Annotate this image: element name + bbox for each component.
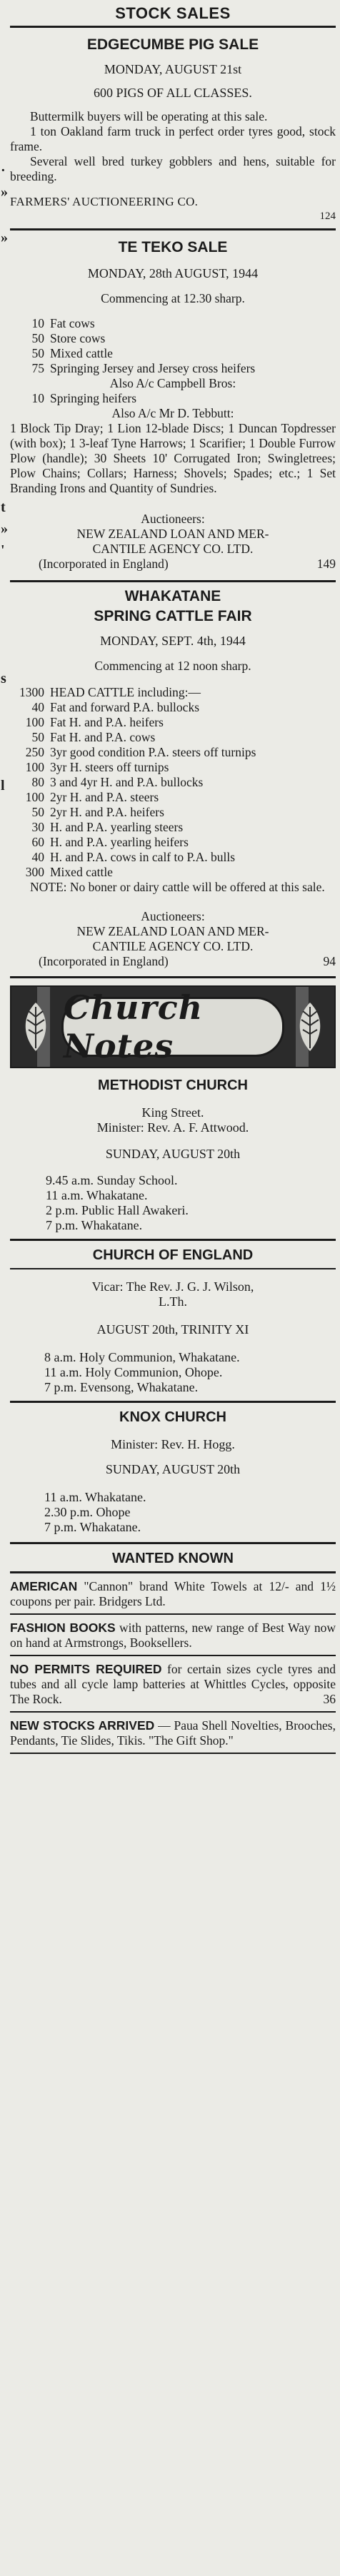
divider: [10, 1268, 336, 1269]
stock-item-row: [10, 730, 336, 745]
te-teko-item-list-2: [10, 391, 336, 406]
margin-fragment: ·: [1, 163, 6, 178]
edgecumbe-para-2: 1 ton Oakland farm truck in perfect order tyres good, stock frame.: [10, 124, 336, 153]
stock-item-qty: 10: [31, 391, 44, 405]
stock-item-desc: Mixed cattle: [50, 865, 113, 879]
te-teko-sundries: 1 Block Tip Dray; 1 Lion 12-blade Discs; 1 Duncan Topdresser (with box); 1 3-leaf Tyne Harrows; 1 Scarifier; 1 Double Furrow Plow (handle); 30 Sheets 10' Corrugated Iron; Swingletrees; Plow Chains; Collars; Harness; Shovels; Spades; etc.; 1 Set Branding Irons and Quantity of Sundries.: [10, 421, 336, 495]
wanted-ad-ref: 36: [323, 1692, 336, 1706]
foliage-right-icon: [293, 1001, 327, 1053]
divider: [10, 1711, 336, 1713]
edgecumbe-ref: 124: [319, 211, 336, 222]
whakatane-auct-line-2: CANTILE AGENCY CO. LTD.: [92, 939, 254, 953]
stock-item-desc: H. and P.A. yearling heifers: [50, 835, 189, 849]
stock-item-qty: 250: [25, 745, 44, 759]
whakatane-auct-label: Auctioneers:: [141, 909, 205, 923]
wanted-ad-body: with patterns, new range of Best Way now on hand at Armstrongs, Booksellers.: [10, 1621, 336, 1650]
divider: [10, 1753, 336, 1754]
methodist-title: METHODIST CHURCH: [98, 1077, 248, 1093]
divider: [10, 1542, 336, 1544]
divider: [10, 976, 336, 978]
stock-item-row: [10, 715, 336, 730]
te-teko-also-1: Also A/c Campbell Bros:: [109, 376, 236, 390]
wanted-ad-body: for certain sizes cycle tyres and tubes and all cycle lamp batteries at Whittles Cycles, opposite The Rock.: [10, 1662, 336, 1706]
stock-item-qty: 50: [31, 805, 44, 819]
te-teko-title: TE TEKO SALE: [118, 239, 228, 255]
england-title: CHURCH OF ENGLAND: [92, 1247, 254, 1263]
edgecumbe-pigs: 600 PIGS OF ALL CLASSES.: [94, 86, 252, 100]
margin-fragment: s: [1, 671, 6, 686]
te-teko-commencing: Commencing at 12.30 sharp.: [101, 291, 245, 305]
england-vicar-2: L.Th.: [159, 1294, 187, 1309]
margin-fragment: ': [1, 542, 5, 558]
te-teko-also-2: Also A/c Mr D. Tebbutt:: [111, 406, 234, 420]
te-teko-ref: 149: [316, 557, 336, 571]
stock-item-row: [10, 391, 336, 406]
service-time: 8 a.m. Holy Communion, Whakatane.: [44, 1350, 240, 1364]
wanted-ad-lead: NEW STOCKS ARRIVED: [10, 1718, 155, 1733]
england-vicar: Vicar: The Rev. J. G. J. Wilson,: [91, 1279, 254, 1294]
stock-item-row: [10, 700, 336, 715]
knox-services: [10, 1490, 336, 1535]
service-time: 2 p.m. Public Hall Awakeri.: [46, 1203, 189, 1217]
methodist-date: SUNDAY, AUGUST 20th: [105, 1147, 241, 1161]
church-notes-title: Church Notes: [64, 988, 204, 1065]
stock-sales-heading: STOCK SALES: [115, 4, 231, 22]
stock-item-qty: 100: [25, 790, 44, 804]
whakatane-auct-line-3: [10, 954, 336, 969]
stock-item-qty: 75: [31, 361, 44, 375]
whakatane-item-list: [10, 685, 336, 880]
whakatane-auct-line-1: NEW ZEALAND LOAN AND MER-: [76, 924, 269, 938]
stock-item-desc: Fat and forward P.A. bullocks: [50, 700, 200, 714]
foliage-left-icon: [19, 1001, 53, 1053]
stock-item-row: [10, 361, 336, 376]
margin-fragment: »: [1, 521, 8, 537]
wanted-ad-lead: NO PERMITS REQUIRED: [10, 1662, 162, 1676]
margin-fragment: »: [1, 184, 8, 200]
whakatane-title-2: SPRING CATTLE FAIR: [94, 608, 252, 624]
margin-fragment: »: [1, 230, 8, 245]
stock-item-qty: 40: [31, 700, 44, 714]
te-teko-item-list: [10, 316, 336, 376]
stock-item-desc: Springing heifers: [50, 391, 137, 405]
service-time: 11 a.m. Whakatane.: [44, 1490, 146, 1504]
methodist-services: [10, 1173, 336, 1233]
divider: [10, 1239, 336, 1241]
divider: [10, 1655, 336, 1656]
stock-item-row: [10, 760, 336, 775]
stock-item-row: [10, 850, 336, 865]
stock-item-qty: 50: [31, 346, 44, 360]
whakatane-commencing: Commencing at 12 noon sharp.: [94, 659, 251, 673]
england-date: AUGUST 20th, TRINITY XI: [96, 1322, 249, 1337]
stock-item-qty: 30: [31, 820, 44, 834]
stock-item-desc: Fat H. and P.A. heifers: [50, 715, 164, 729]
whakatane-date: MONDAY, SEPT. 4th, 1944: [100, 634, 246, 648]
service-time: 11 a.m. Whakatane.: [46, 1188, 148, 1202]
whakatane-note: NOTE: No boner or dairy cattle will be offered at this sale.: [30, 880, 325, 894]
service-time: 7 p.m. Whakatane.: [44, 1520, 141, 1534]
stock-item-row: [10, 316, 336, 331]
service-time: 7 p.m. Whakatane.: [46, 1218, 143, 1232]
te-teko-date: MONDAY, 28th AUGUST, 1944: [87, 266, 259, 280]
service-time: 7 p.m. Evensong, Whakatane.: [44, 1380, 199, 1394]
church-notes-banner: [10, 985, 336, 1068]
service-time: 9.45 a.m. Sunday School.: [46, 1173, 178, 1187]
edgecumbe-title: EDGECUMBE PIG SALE: [86, 36, 259, 53]
stock-item-qty: 80: [31, 775, 44, 789]
left-margin-fragments: [0, 0, 9, 2576]
wanted-ad-lead: AMERICAN: [10, 1579, 78, 1593]
te-teko-auct-label: Auctioneers:: [141, 512, 205, 526]
edgecumbe-auctioneer: FARMERS' AUCTIONEERING CO.: [10, 195, 199, 208]
service-time: 2.30 p.m. Ohope: [44, 1505, 131, 1519]
wanted-ad-body: "Cannon" brand White Towels at 12/- and 1½ coupons per pair. Bridgers Ltd.: [10, 1579, 336, 1608]
stock-item-row: [10, 745, 336, 760]
wanted-ad: [10, 1621, 336, 1650]
newspaper-column: [10, 0, 336, 2576]
stock-item-row: [10, 331, 336, 346]
banner-panel: [61, 988, 284, 1065]
stock-item-qty: 40: [31, 850, 44, 864]
stock-item-desc: Mixed cattle: [50, 346, 113, 360]
stock-item-desc: H. and P.A. yearling steers: [50, 820, 184, 834]
wanted-ads: [10, 1579, 336, 1754]
stock-item-row: [10, 790, 336, 805]
divider: [10, 1613, 336, 1615]
methodist-minister: Minister: Rev. A. F. Attwood.: [96, 1120, 249, 1135]
whakatane-title-1: WHAKATANE: [124, 588, 221, 604]
edgecumbe-para-3: Several well bred turkey gobblers and hens, suitable for breeding.: [10, 154, 336, 183]
margin-fragment: l: [1, 778, 5, 793]
margin-fragment: t: [1, 500, 6, 515]
wanted-ad: [10, 1662, 336, 1707]
stock-item-desc: Store cows: [50, 331, 106, 345]
stock-item-qty: 10: [31, 316, 44, 330]
wanted-ad-body: — Paua Shell Novelties, Brooches, Pendants, Tie Slides, Tikis. "The Gift Shop.": [10, 1718, 336, 1748]
knox-title: KNOX CHURCH: [119, 1409, 226, 1425]
stock-item-desc: 3 and 4yr H. and P.A. bullocks: [50, 775, 204, 789]
stock-item-desc: 2yr H. and P.A. steers: [50, 790, 159, 804]
stock-item-qty: 100: [25, 715, 44, 729]
stock-item-desc: 3yr good condition P.A. steers off turnips: [50, 745, 256, 759]
divider: [10, 1571, 336, 1573]
stock-item-row: [10, 835, 336, 850]
stock-item-row: [10, 775, 336, 790]
england-services: [10, 1350, 336, 1395]
stock-item-row: [10, 865, 336, 880]
stock-item-qty: 1300: [19, 685, 44, 699]
methodist-street: King Street.: [141, 1105, 204, 1120]
divider: [10, 580, 336, 582]
wanted-ad: [10, 1718, 336, 1748]
te-teko-auct-line-1: NEW ZEALAND LOAN AND MER-: [76, 527, 269, 541]
edgecumbe-date: MONDAY, AUGUST 21st: [104, 62, 242, 76]
divider: [10, 26, 336, 28]
stock-item-row: [10, 685, 336, 700]
knox-minister: Minister: Rev. H. Hogg.: [111, 1437, 235, 1451]
whakatane-incorporated: (Incorporated in England): [39, 954, 169, 968]
stock-item-row: [10, 346, 336, 361]
stock-item-desc: Fat H. and P.A. cows: [50, 730, 156, 744]
stock-item-row: [10, 820, 336, 835]
te-teko-auct-line-3: [10, 557, 336, 572]
stock-item-qty: 50: [31, 331, 44, 345]
knox-date: SUNDAY, AUGUST 20th: [105, 1462, 241, 1476]
stock-item-qty: 50: [31, 730, 44, 744]
te-teko-auct-line-2: CANTILE AGENCY CO. LTD.: [92, 542, 254, 556]
stock-item-row: [10, 805, 336, 820]
wanted-ad: [10, 1579, 336, 1609]
stock-item-qty: 60: [31, 835, 44, 849]
te-teko-incorporated: (Incorporated in England): [39, 557, 169, 571]
stock-item-desc: HEAD CATTLE including:—: [50, 685, 201, 699]
stock-item-qty: 300: [25, 865, 44, 879]
wanted-ad-lead: FASHION BOOKS: [10, 1621, 116, 1635]
whakatane-ref: 94: [323, 954, 336, 968]
stock-item-desc: Springing Jersey and Jersey cross heifers: [50, 361, 256, 375]
divider: [10, 228, 336, 230]
stock-item-qty: 100: [25, 760, 44, 774]
wanted-title: WANTED KNOWN: [112, 1551, 234, 1566]
stock-item-desc: 2yr H. and P.A. heifers: [50, 805, 164, 819]
stock-item-desc: 3yr H. steers off turnips: [50, 760, 169, 774]
stock-item-desc: H. and P.A. cows in calf to P.A. bulls: [50, 850, 236, 864]
edgecumbe-para-1: Buttermilk buyers will be operating at this sale.: [30, 109, 268, 123]
service-time: 11 a.m. Holy Communion, Ohope.: [44, 1365, 223, 1379]
divider: [10, 1401, 336, 1403]
stock-item-desc: Fat cows: [50, 316, 95, 330]
